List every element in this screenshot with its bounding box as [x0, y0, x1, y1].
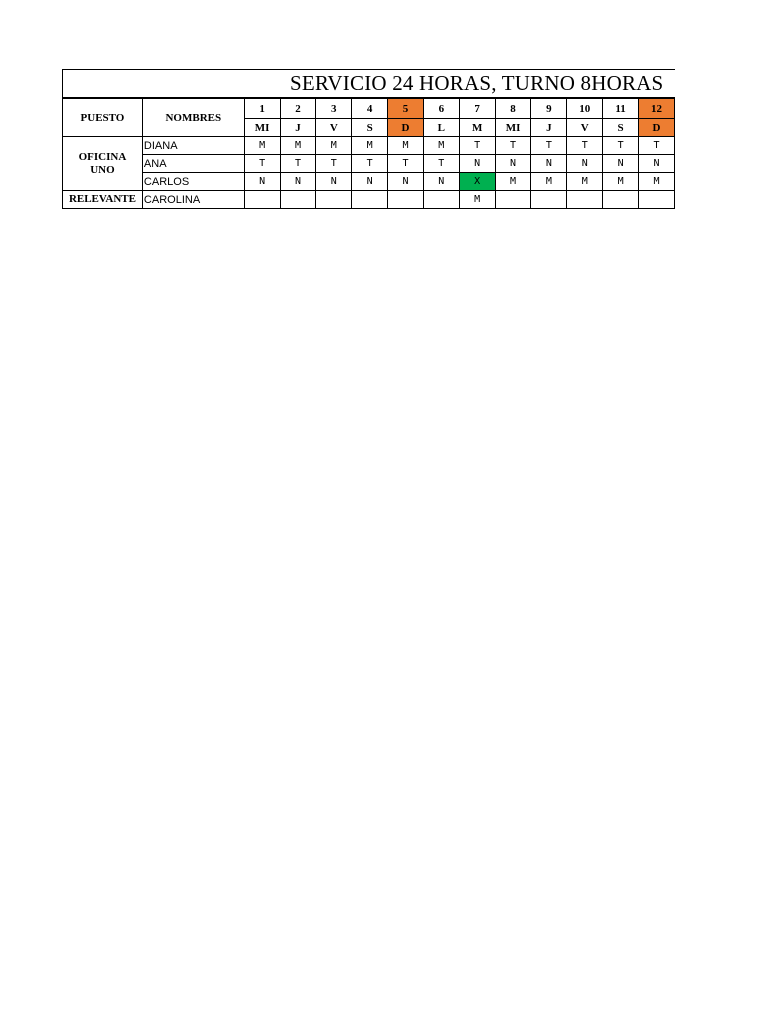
- shift-cell: [495, 191, 531, 209]
- shift-cell: T: [316, 155, 352, 173]
- shift-cell: [352, 191, 388, 209]
- shift-cell: M: [495, 173, 531, 191]
- shift-cell: T: [531, 137, 567, 155]
- day-letter: S: [603, 119, 639, 137]
- shift-cell: N: [531, 155, 567, 173]
- day-number: 11: [603, 99, 639, 119]
- shift-cell: N: [352, 173, 388, 191]
- shift-cell: M: [244, 137, 280, 155]
- day-number: 6: [423, 99, 459, 119]
- shift-cell: N: [567, 155, 603, 173]
- title-row: [62, 69, 675, 98]
- shift-cell: T: [603, 137, 639, 155]
- day-number: 2: [280, 99, 316, 119]
- shift-cell: M: [459, 191, 495, 209]
- shift-cell: [423, 191, 459, 209]
- day-letter: V: [316, 119, 352, 137]
- day-number: 12: [639, 99, 675, 119]
- header-row-days: [63, 99, 675, 119]
- day-letter: D: [639, 119, 675, 137]
- shift-cell: M: [603, 173, 639, 191]
- shift-cell: M: [639, 173, 675, 191]
- employee-name: DIANA: [142, 137, 244, 155]
- shift-cell: N: [639, 155, 675, 173]
- day-letter: L: [423, 119, 459, 137]
- shift-cell: N: [244, 173, 280, 191]
- day-letter: J: [280, 119, 316, 137]
- shift-cell: M: [531, 173, 567, 191]
- sheet-title: SERVICIO 24 HORAS, TURNO 8HORAS: [290, 71, 664, 95]
- table-row: [63, 137, 675, 155]
- shift-cell: [603, 191, 639, 209]
- shift-cell: T: [423, 155, 459, 173]
- nombres-header: NOMBRES: [142, 99, 244, 137]
- day-number: 9: [531, 99, 567, 119]
- puesto-cell: OFICINA UNO: [63, 137, 143, 191]
- day-letter: J: [531, 119, 567, 137]
- shift-cell: [244, 191, 280, 209]
- shift-cell: [280, 191, 316, 209]
- employee-name: CARLOS: [142, 173, 244, 191]
- day-number: 1: [244, 99, 280, 119]
- table-row: [63, 191, 675, 209]
- shift-cell: [316, 191, 352, 209]
- day-letter: S: [352, 119, 388, 137]
- day-number: 7: [459, 99, 495, 119]
- puesto-cell: RELEVANTE: [63, 191, 143, 209]
- day-letter: MI: [495, 119, 531, 137]
- employee-name: CAROLINA: [142, 191, 244, 209]
- table-row: [63, 155, 675, 173]
- shift-cell: T: [639, 137, 675, 155]
- shift-cell: [388, 191, 424, 209]
- shift-cell: [567, 191, 603, 209]
- shift-cell: T: [352, 155, 388, 173]
- shift-cell: N: [459, 155, 495, 173]
- puesto-header: PUESTO: [63, 99, 143, 137]
- shift-cell: T: [280, 155, 316, 173]
- day-letter: MI: [244, 119, 280, 137]
- day-number: 5: [388, 99, 424, 119]
- shift-cell: M: [352, 137, 388, 155]
- shift-cell: N: [316, 173, 352, 191]
- day-number: 10: [567, 99, 603, 119]
- shift-table: [62, 98, 675, 209]
- day-letter: V: [567, 119, 603, 137]
- shift-cell: M: [388, 137, 424, 155]
- shift-cell: T: [244, 155, 280, 173]
- shift-cell: N: [603, 155, 639, 173]
- shift-cell: T: [388, 155, 424, 173]
- day-number: 3: [316, 99, 352, 119]
- shift-cell: T: [567, 137, 603, 155]
- shift-cell: N: [423, 173, 459, 191]
- table-row: [63, 173, 675, 191]
- shift-cell: [639, 191, 675, 209]
- shift-cell: [531, 191, 567, 209]
- employee-name: ANA: [142, 155, 244, 173]
- shift-cell: N: [280, 173, 316, 191]
- day-number: 8: [495, 99, 531, 119]
- schedule-sheet: [62, 69, 675, 216]
- shift-cell: M: [280, 137, 316, 155]
- day-letter: M: [459, 119, 495, 137]
- shift-cell: X: [459, 173, 495, 191]
- day-letter: D: [388, 119, 424, 137]
- day-number: 4: [352, 99, 388, 119]
- shift-cell: M: [423, 137, 459, 155]
- shift-cell: M: [567, 173, 603, 191]
- shift-cell: T: [459, 137, 495, 155]
- shift-cell: N: [495, 155, 531, 173]
- shift-cell: N: [388, 173, 424, 191]
- shift-cell: M: [316, 137, 352, 155]
- shift-cell: T: [495, 137, 531, 155]
